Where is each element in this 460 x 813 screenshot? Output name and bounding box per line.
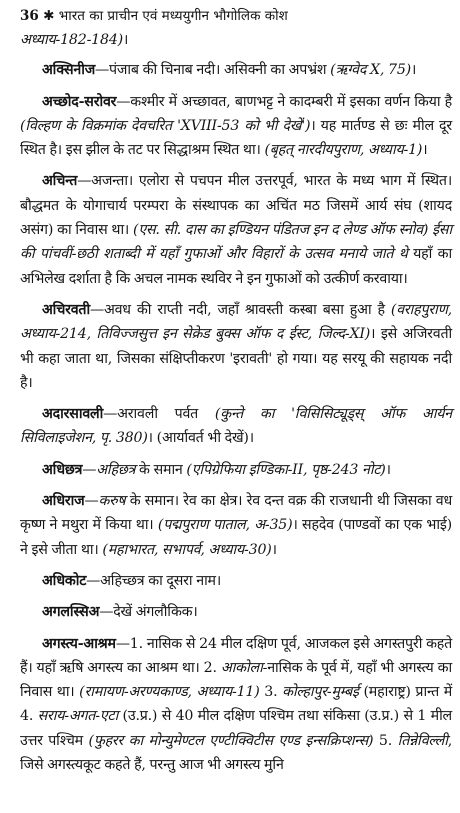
entry-headword: अच्छोद-सरोवर	[42, 93, 117, 110]
entry-headword: अचिन्त	[42, 173, 78, 190]
entry-text: । यह मार्तण्ड से छः मील दूर स्थित है। इस झील के तट पर सिद्धाश्रम स्थित था।	[20, 117, 452, 159]
entry-text: । सहदेव (पाण्डवों का एक भाई) ने इसे जीता था।	[20, 517, 452, 558]
reference-citation: कोल्हापुर-मुम्बई	[282, 684, 359, 701]
reference-citation: तिन्नेविल्ली	[397, 732, 448, 749]
entry-text: ।	[123, 32, 129, 48]
entry-text: ।	[422, 142, 428, 159]
entry-text: के समान। रेव का क्षेत्र। रेव दन्त वक्र की राजधानी थी जिसका वध कृष्ण ने मथुरा में किया था।	[20, 493, 452, 534]
entry-text: —देखें अंगलौकिक।	[99, 604, 198, 621]
dictionary-entry	[20, 632, 452, 778]
entry-text: (उ.प्र.) से 40 मील दक्षिण पश्चिम तथा संकिसा (उ.प्र.) से 1 मील उत्तर पश्चिम	[20, 708, 452, 749]
entry-text: —	[84, 493, 99, 510]
reference-citation: (विल्हण के विक्रमांक देवचरित 'XVIII-53 को भी देखें')	[20, 117, 311, 134]
entry-text: 5.	[373, 732, 398, 749]
dictionary-entry	[20, 569, 452, 593]
entry-text: —पंजाब की चिनाब नदी। असिक्नी का अपभ्रंश	[95, 62, 331, 79]
reference-citation: (एपिग्रेफिया इण्डिका-II, पृष्ठ-243 नोट)	[186, 461, 386, 478]
entry-headword: अदारसावली	[42, 406, 104, 423]
entry-text: (महाराष्ट्र) प्रान्त में 4.	[20, 684, 452, 725]
reference-citation: (ऋग्वेद X, 75)	[330, 62, 412, 79]
dictionary-entry	[20, 169, 452, 290]
entry-text: —अरावली पर्वत	[103, 406, 215, 423]
entry-text: । इसे अजिरवती भी कहा जाता था, जिसका संक्षिप्तीकरण 'इरावती' हो गया। यह सरयू की सहायक नदी है।	[20, 326, 453, 391]
entry-text: 3.	[259, 684, 283, 701]
separator-glyph: ✱	[43, 8, 55, 24]
entry-text: —	[82, 461, 97, 478]
entry-headword: अधिराज	[42, 493, 85, 510]
entry-text: ।	[271, 541, 277, 558]
dictionary-entry	[20, 458, 452, 482]
reference-citation: (वराहपुराण, अध्याय-214, तिविज्जसुत्त इन सेक्रेड बुक्स ऑफ द ईस्ट, जिल्द-XI)	[20, 301, 452, 343]
reference-citation: (फुहरर का मोन्युमेण्टल एण्टीक्विटीस एण्ड इन्सक्रिप्शन्स)	[88, 732, 374, 749]
reference-citation: (एस. सी. दास का इण्डियन पंडितज इन द लेण्ड ऑफ स्नोव) ईसा की पांचवीं-छठी शताब्दी में यहाँ गुफाओं और विहारों के उत्सव मनाये जाते थे	[20, 222, 452, 263]
reference-citation: सराय-अगत-एटा	[37, 708, 119, 725]
reference-citation: अध्याय-182-184)	[20, 32, 123, 48]
entry-text: —अहिच्छत्र का दूसरा नाम।	[86, 572, 222, 589]
dictionary-entry	[20, 58, 452, 82]
entry-list	[20, 28, 452, 777]
entry-headword: अधिछत्र	[42, 461, 83, 478]
dictionary-entry	[20, 298, 452, 395]
entry-text: ।	[385, 461, 391, 478]
reference-citation: करुष	[98, 493, 126, 510]
page-number: 36	[20, 8, 39, 24]
reference-citation: अहिछत्र	[96, 461, 136, 478]
reference-citation: (पद्मपुराण पाताल, अ-35)	[157, 517, 293, 534]
reference-citation: आकोला	[220, 659, 263, 676]
entry-headword: अधिकोट	[42, 572, 87, 589]
dictionary-entry	[20, 28, 452, 52]
entry-text: —1. नासिक से 24 मील दक्षिण पूर्व, आजकल इसे अगस्तपुरी कहते हैं। यहाँ ऋषि अगस्त्य का आश्रम था। 2.	[20, 635, 452, 676]
dictionary-entry	[20, 600, 452, 624]
entry-text: , जिसे अगस्त्यकूट कहते हैं, परन्तु आज भी अगस्त्य मुनि	[20, 732, 452, 774]
entry-text: के समान	[135, 461, 187, 478]
reference-citation: (महाभारत, सभापर्व, अध्याय-30)	[102, 541, 272, 558]
entry-text: यहाँ का अभिलेख दर्शाता है कि अचल नामक स्थविर ने इन गुफाओं को उत्कीर्ण करवाया।	[20, 246, 453, 287]
entry-headword: अचिरवती	[42, 301, 90, 318]
reference-citation: (कुन्ते का 'विसिसिट्यूड्स् ऑफ आर्यन सिविलाइजेशन, पृ. 380)	[20, 406, 452, 447]
entry-headword: अगलस्सिअ	[42, 604, 100, 621]
book-title: भारत का प्राचीन एवं मध्ययुगीन भौगोलिक कोश	[58, 8, 288, 24]
entry-text: —कश्मीर में अच्छावत, बाणभट्ट ने कादम्बरी में इसका वर्णन किया है	[116, 93, 452, 110]
entry-headword: अगस्त्य-आश्रम	[42, 635, 116, 652]
entry-text: ।	[411, 62, 417, 79]
entry-headword: अक्सिनीज	[42, 62, 96, 79]
entry-text: —अवध की राप्ती नदी, जहाँ श्रावस्ती कस्बा बसा हुआ है	[89, 301, 391, 318]
dictionary-entry	[20, 90, 452, 163]
running-header	[20, 6, 452, 26]
entry-text: । (आर्यावर्त भी देखें)।	[147, 430, 254, 447]
dictionary-entry	[20, 402, 452, 451]
entry-text: —अजन्ता। एलोरा से पचपन मील उत्तरपूर्व, भारत के मध्य भाग में स्थित। बौद्धमत के योगाचार्य परम्परा के संस्थापक का अचिंत मठ जिसमें आर्य संघ (शायद असंग) का निवास था।	[20, 173, 452, 239]
reference-citation: (रामायण-अरण्यकाण्ड, अध्याय-11)	[79, 684, 260, 701]
dictionary-entry	[20, 489, 452, 562]
entry-text: -नासिक के पूर्व में, यहाँ भी अगस्त्य का निवास था।	[20, 659, 452, 701]
reference-citation: (बृहत् नारदीयपुराण, अध्याय-1)	[264, 142, 423, 159]
